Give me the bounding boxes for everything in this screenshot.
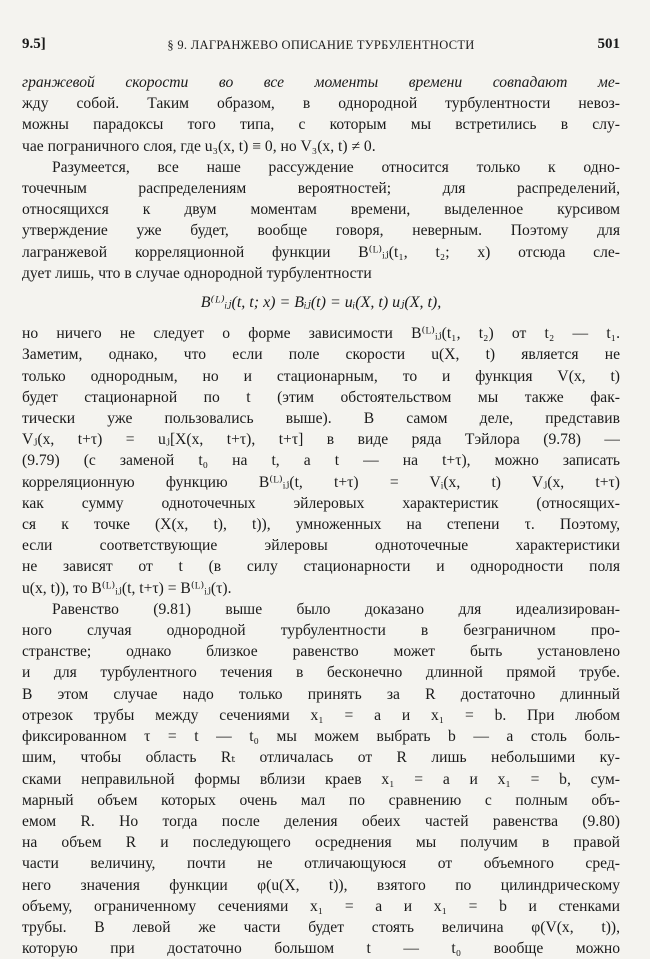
section-number: 9.5] (22, 36, 46, 52)
text-line: тически уже пользовались выше). В самом деле, представив (22, 410, 620, 428)
text-line: Заметим, однако, что если поле скорости u(X, t) является не (22, 346, 620, 364)
text-line: но ничего не следует о форме зависимости B⁽ᴸ⁾ᵢⱼ(t₁, t₂) от t₂ — t₁. (22, 325, 620, 343)
text-line: (9.79) (с заменой t₀ на t, а t — на t+τ), можно записать (22, 452, 620, 470)
text-line: него значения функции φ(u(X, t)), взятого по цилиндрическому (22, 876, 620, 894)
text-line: можны парадоксы того типа, с которым мы встретились в слу- (22, 116, 620, 134)
text-line: объему, ограниченному сечениями x₁ = a и x₁ = b и стенками (22, 897, 620, 915)
text-line: жду собой. Таким образом, в однородной турбулентности невоз- (22, 95, 620, 113)
text-line: дует лишь, что в случае однородной турбулентности (22, 264, 372, 282)
running-header (22, 36, 620, 56)
text-line: чае пограничного слоя, где u₃(x, t) ≡ 0, но V₃(x, t) ≠ 0. (22, 137, 376, 155)
text-line: корреляционную функцию B⁽ᴸ⁾ᵢⱼ(t, t+τ) = Vᵢ(x, t) Vⱼ(x, t+τ) (22, 473, 620, 491)
text-line: странстве; однако близкое равенство может быть установлено (22, 643, 620, 661)
text-line: сками неправильной формы вблизи краев x₁ = a и x₁ = b, сум- (22, 770, 620, 788)
text-line: лагранжевой корреляционной функции B⁽ᴸ⁾ᵢⱼ(t₁, t₂; x) отсюда сле- (22, 243, 620, 261)
text-line: ного случая однородной турбулентности в безграничном про- (22, 622, 620, 640)
text-line: если соответствующие эйлеровы одноточечные характеристики (22, 537, 620, 555)
text-line: будет стационарной по t (этим обстоятельством мы также фак- (22, 388, 620, 406)
text-line: отрезок трубы между сечениями x₁ = a и x₁ = b. При любом (22, 706, 620, 724)
text-line: точечным распределениям вероятностей; для распределений, (22, 180, 620, 198)
text-line: фиксированном τ = t — t₀ мы можем выбрать b — a столь боль- (22, 728, 620, 746)
text-line: гранжевой скорости во все моменты времени совпадают ме- (22, 74, 620, 91)
text-line: Vⱼ(x, t+τ) = uⱼ[X(x, t+τ), t+τ] в виде ряда Тэйлора (9.78) — (22, 431, 620, 449)
text-line: части величину, почти не отличающуюся от объемного сред- (22, 855, 620, 873)
text-line: В этом случае надо только принять за R достаточно длинный (22, 685, 620, 703)
text-line: на объем R и последующего осреднения мы получим в правой (22, 834, 620, 852)
text-line: марный объем которых очень мал по сравнению с полным объ- (22, 791, 620, 809)
running-title: § 9. ЛАГРАНЖЕВО ОПИСАНИЕ ТУРБУЛЕНТНОСТИ (167, 38, 475, 52)
text-line: емом R. Но тогда после деления обеих частей равенства (9.80) (22, 812, 620, 830)
text-line: которую при достаточно большом t — t₀ вообще можно (22, 940, 620, 958)
text-line: ся к точке (X(x, t), t)), умноженных на степени τ. Поэтому, (22, 516, 620, 534)
text-line: как сумму одноточечных эйлеровых характеристик (относящих- (22, 494, 620, 512)
text-line: не зависят от t (в силу стационарности и однородности поля (22, 558, 620, 576)
text-line: u(x, t)), то B⁽ᴸ⁾ᵢⱼ(t, t+τ) = B⁽ᴸ⁾ᵢⱼ(τ). (22, 579, 232, 597)
text-line: Равенство (9.81) выше было доказано для идеализирован- (52, 600, 620, 618)
text-line: шим, чтобы область Rₜ отличалась от R лишь небольшими ку- (22, 749, 620, 767)
page-number: 501 (597, 36, 620, 52)
text-line: относящихся к двум моментам времени, выделенное курсивом (22, 201, 620, 219)
text-line: Разумеется, все наше рассуждение относится только к одно- (52, 158, 620, 176)
text-line: трубы. В левой же части будет стоять величина φ(V(x, t)), (22, 918, 620, 936)
text-line: только однородным, но и стационарным, то и функция V(x, t) (22, 367, 620, 385)
text-line: утверждение уже будет, вообще говоря, неверным. Поэтому для (22, 222, 620, 240)
page-body (22, 72, 620, 959)
text-line: и для турбулентного течения в бесконечно длинной прямой трубе. (22, 664, 620, 682)
equation: B⁽ᴸ⁾ᵢⱼ(t, t; x) = Bᵢⱼ(t) = uᵢ(X, t) uⱼ(X, t), (200, 294, 442, 312)
